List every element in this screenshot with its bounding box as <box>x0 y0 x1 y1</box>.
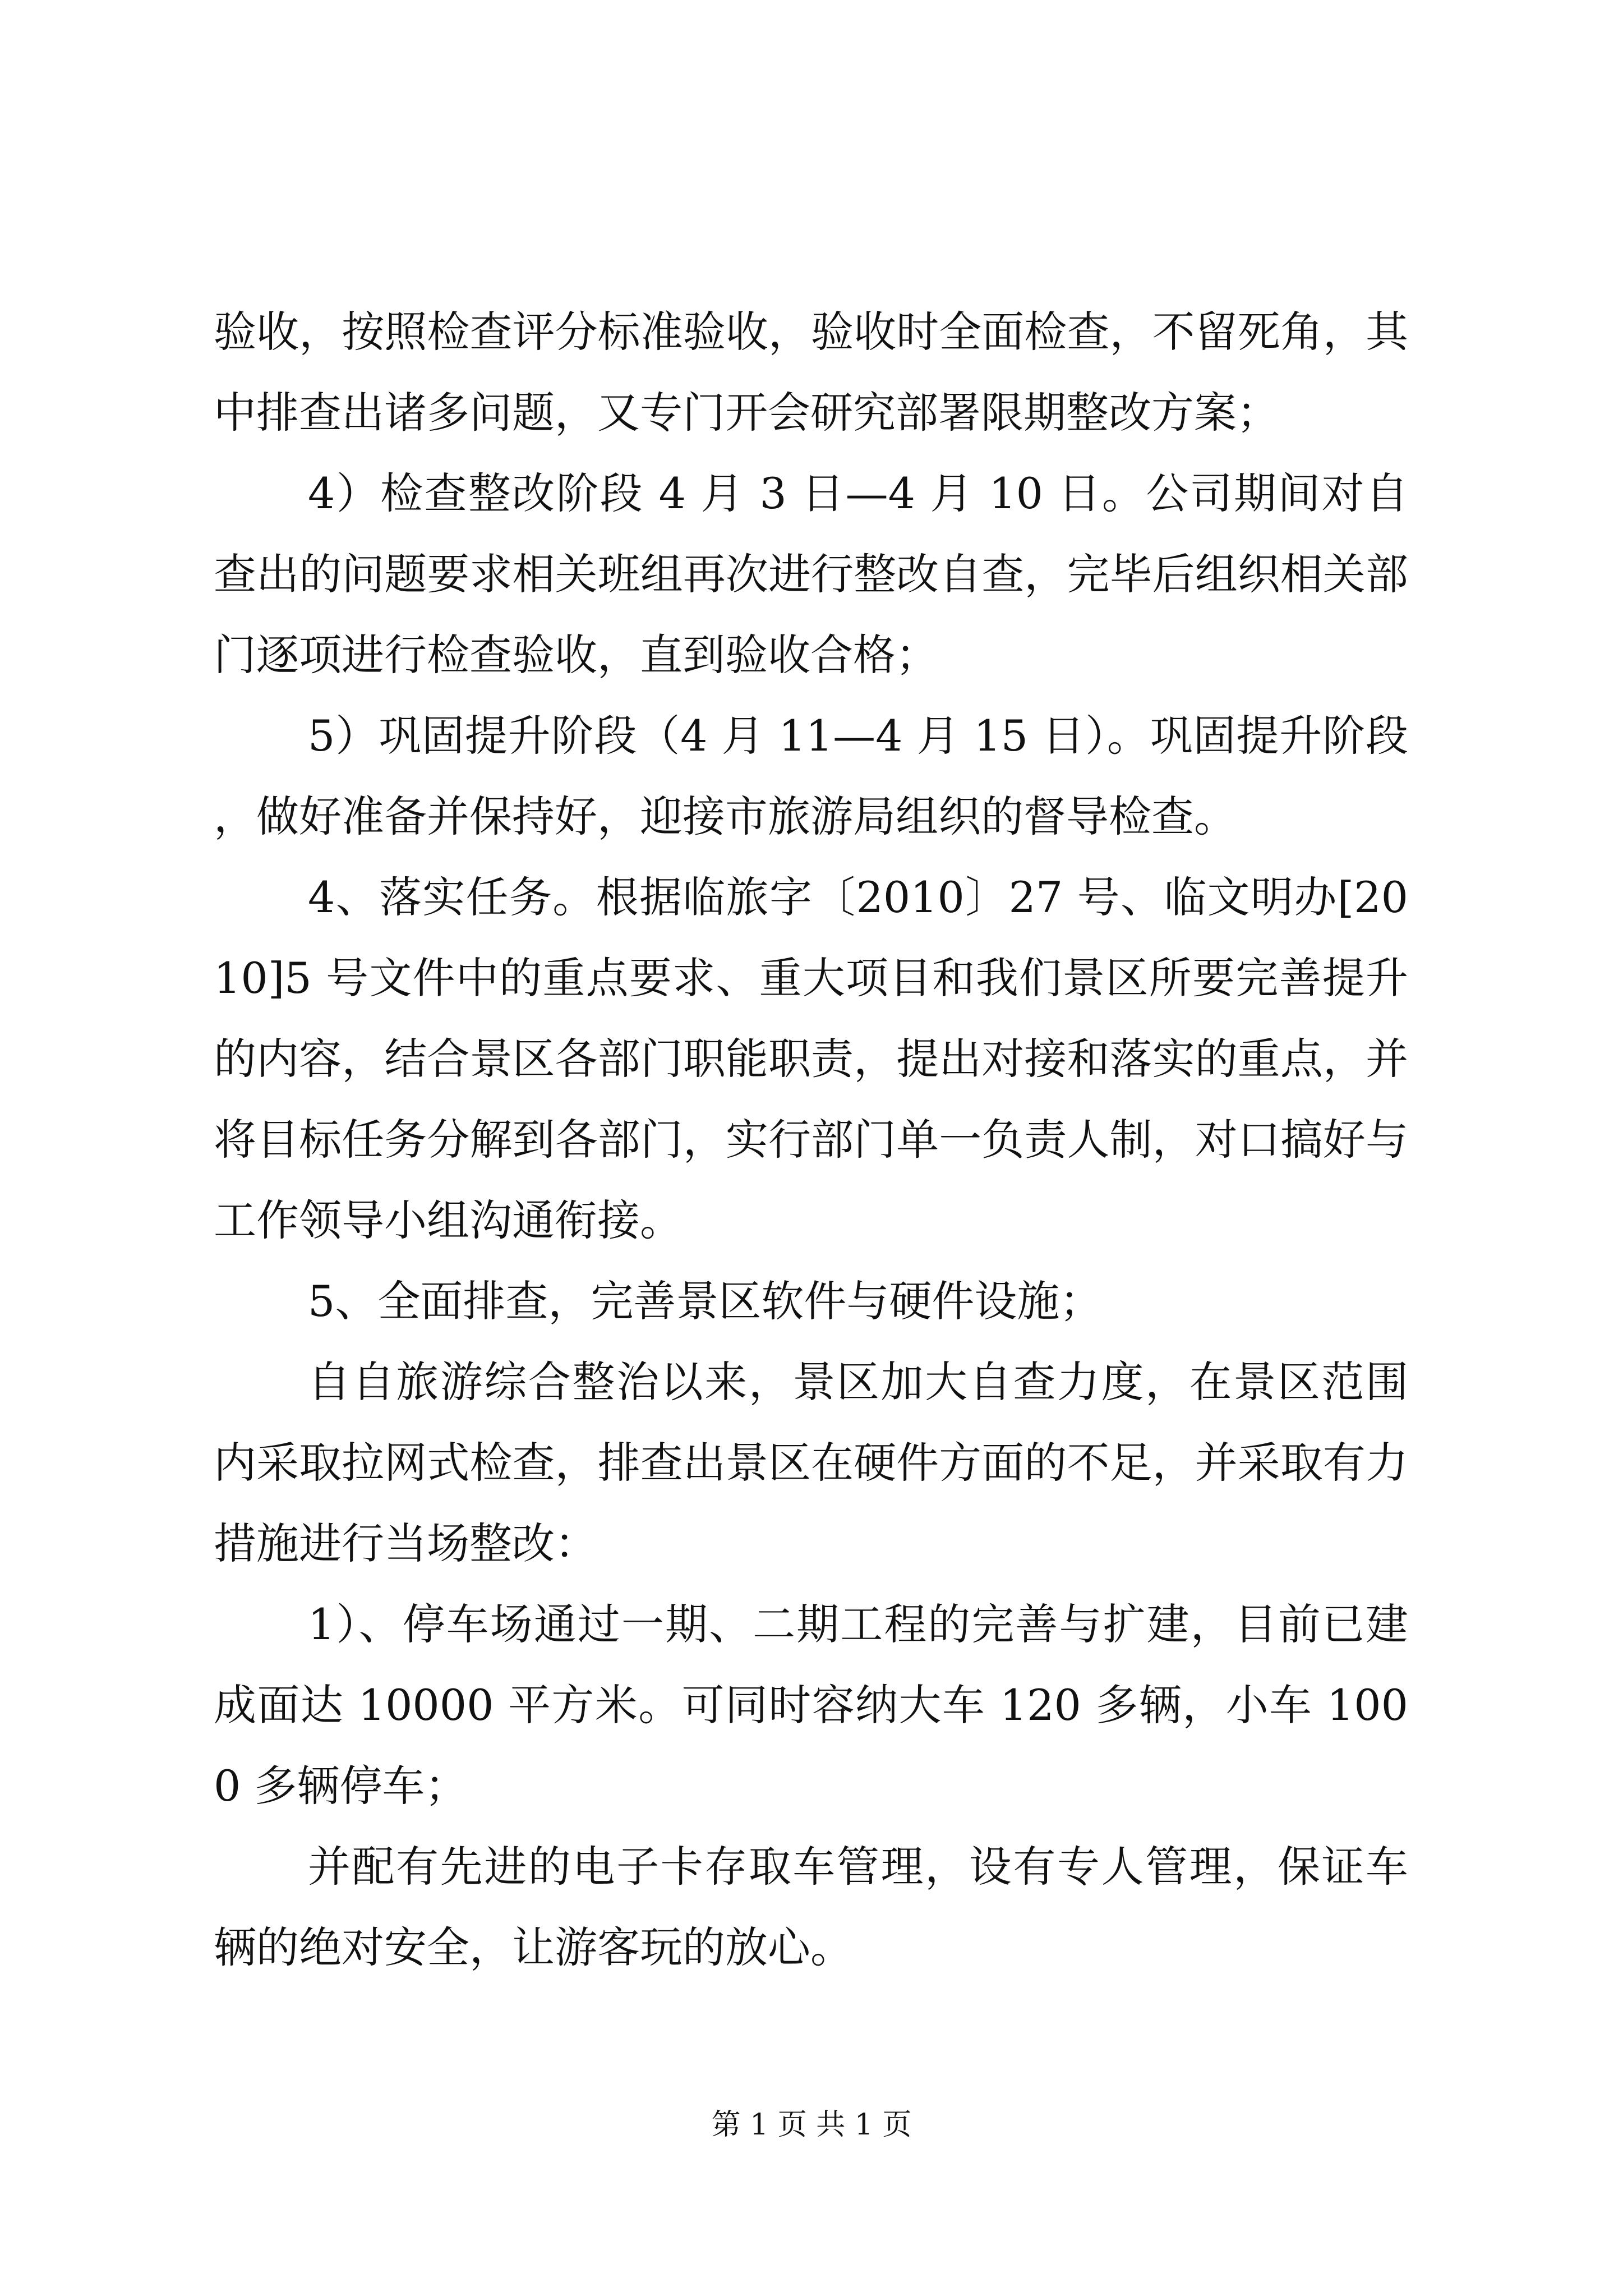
paragraph-2: 4）检查整改阶段 4 月 3 日—4 月 10 日。公司期间对自查出的问题要求相关班组再次进行整改自查，完毕后组织相关部门逐项进行检查验收，直到验收合格； <box>214 468 1408 680</box>
paragraph-7: 1）、停车场通过一期、二期工程的完善与扩建，目前已建成面达 10000 平方米。可同时容纳大车 120 多辆，小车 1000 多辆停车； <box>214 1599 1408 1811</box>
page-footer: 第 1 页 共 1 页 <box>711 2108 912 2142</box>
document-body <box>214 292 1408 1988</box>
paragraph-8: 并配有先进的电子卡存取车管理，设有专人管理，保证车辆的绝对安全，让游客玩的放心。 <box>214 1842 1408 1972</box>
paragraph-1: 验收，按照检查评分标准验收，验收时全面检查，不留死角，其中排查出诸多问题，又专门开会研究部署限期整改方案； <box>214 307 1408 438</box>
paragraph-4: 4、落实任务。根据临旅字〔2010〕27 号、临文明办[2010]5 号文件中的重点要求、重大项目和我们景区所要完善提升的内容，结合景区各部门职能职责，提出对接和落实的重点，并将目标任务分解到各部门，实行部门单一负责人制，对口搞好与工作领导小组沟通衔接。 <box>214 872 1408 1245</box>
paragraph-6: 自自旅游综合整治以来，景区加大自查力度，在景区范围内采取拉网式检查，排查出景区在硬件方面的不足，并采取有力措施进行当场整改： <box>214 1357 1408 1568</box>
paragraph-5: 5、全面排查，完善景区软件与硬件设施； <box>308 1276 1103 1326</box>
paragraph-3: 5）巩固提升阶段（4 月 11—4 月 15 日）。巩固提升阶段，做好准备并保持好，迎接市旅游局组织的督导检查。 <box>214 711 1408 841</box>
